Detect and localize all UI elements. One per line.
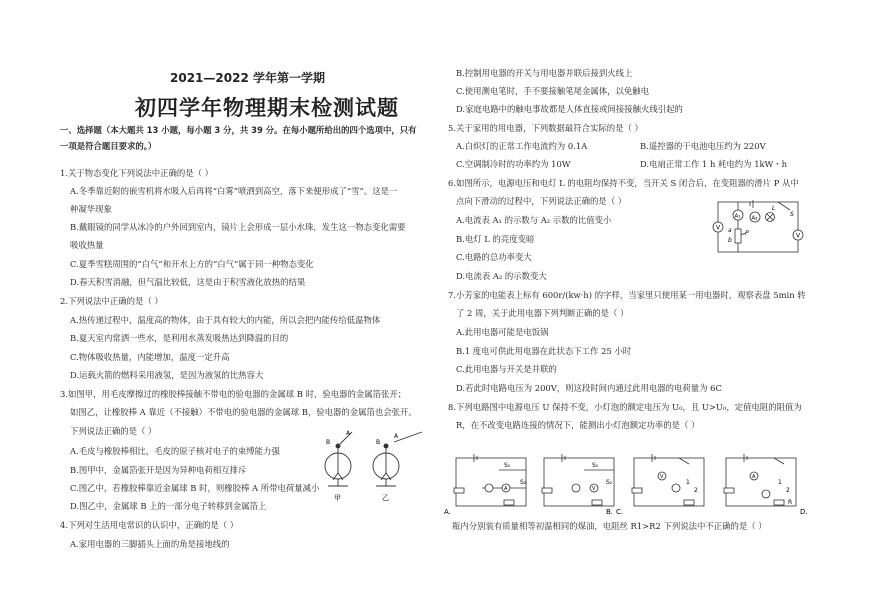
exam-title: 初四学年物理期末检测试题	[135, 96, 399, 120]
q6-circuit-figure	[708, 197, 808, 259]
q3-label-a1: A	[346, 430, 351, 437]
q5-option-c: C.空调制冷时的功率约为 10W	[456, 159, 571, 169]
q6-option-a: A.电流表 A₁ 的示数与 A₂ 示数的比值变小	[456, 215, 612, 225]
q6-ammeter-a1-label: A₁	[734, 213, 741, 220]
q8-d-num1: 1	[778, 479, 782, 486]
q8-d-meter: A	[752, 474, 756, 480]
q8-label-c: C.	[616, 508, 624, 516]
q8-a-s2: S₂	[520, 479, 527, 486]
q3-electroscope-figure	[318, 428, 428, 504]
q8-circuit-figures	[444, 448, 814, 518]
q1-option-b-cont: 吸收热量	[70, 240, 104, 250]
q8-b-s1: S₁	[592, 462, 599, 469]
q8-circuit-d	[724, 454, 796, 506]
q4-option-d: D.家庭电路中的触电事故都是人体直接或间接接触火线引起的	[456, 104, 683, 114]
q8-c-meter: V	[660, 474, 664, 480]
q6-label-b: b	[728, 237, 732, 244]
q7-option-b: B.1 度电可供此用电器在此状态下工作 25 小时	[456, 346, 632, 356]
q3-option-d: D.图乙中，金属球 B 上的一部分电子转移到金属箔上	[70, 501, 267, 511]
q3-option-b: B.图甲中，金属箔张开是因为异种电荷相互排斥	[70, 465, 247, 475]
section-heading-line2: 一项是符合题目要求的。）	[60, 141, 157, 151]
q5-option-a: A.白炽灯的正常工作电流约为 0.1A	[456, 141, 588, 151]
q3-label-a2: A	[394, 433, 399, 440]
q2-option-b: B.夏天室内常洒一些水，是利用水蒸发吸热达到降温的目的	[70, 333, 289, 343]
q8-a-meter: A	[504, 486, 508, 492]
q4-option-c: C.使用测电笔时，手不要接触笔尾金属体，以免触电	[456, 86, 650, 96]
q8-c-num1: 1	[686, 479, 690, 486]
q1-option-c: C.夏季雪糕周围的“白气”和开水上方的“白气”属于同一种物态变化	[70, 259, 314, 269]
q7-option-d: D.若此时电路电压为 200V，则这段时间内通过此用电器的电荷量为 6C	[456, 383, 722, 393]
q2-option-c: C.物体吸收热量，内能增加，温度一定升高	[70, 352, 230, 362]
q7-stem-line2: 了 2 周，关于此用电器下列判断正确的是（ ）	[456, 308, 629, 318]
q6-label-p: P	[745, 230, 749, 237]
q6-ammeter-a2	[750, 212, 760, 222]
q3-stem-line3: 下列说法正确的是（ ）	[70, 426, 157, 436]
section-heading-line1: 一、选择题（本大题共 13 小题，每小题 3 分，共 39 分。在每小题所给出的四个选项中，只有	[60, 125, 417, 135]
q8-label-a: A.	[444, 508, 451, 516]
q9-stem-fragment: 瓶内分别装有质量相等初温相同的煤油，电阻丝 R1>R2 下列说法中不正确的是（ ）	[452, 521, 767, 531]
electroscope-yi	[373, 432, 422, 486]
q3-option-a: A.毛皮与橡胶棒相比，毛皮的原子核对电子的束缚能力强	[70, 446, 280, 456]
q4-option-b: B.控制用电器的开关与用电器并联后接到火线上	[456, 68, 633, 78]
q7-stem-line1: 7.小芳家的电能表上标有 600r/(kw·h) 的字样，当家里只使用某一用电器时，观察表盘 5min 转	[448, 290, 806, 300]
q6-option-c: C.电路的总功率变大	[456, 252, 532, 262]
q8-c-num2: 2	[694, 487, 698, 494]
q1-option-a-cont: 种凝华现象	[70, 204, 112, 214]
q6-voltmeter-right	[793, 230, 803, 240]
q1-stem: 1.关于物态变化下列说法中正确的是（ ）	[60, 168, 214, 178]
q6-stem-line1: 6.如图所示，电源电压和电灯 L 的电阻均保持不变，当开关 S 闭合后，在变阻器的滑片 P 从中	[448, 178, 799, 188]
q7-option-a: A.此用电器可能是电饭锅	[456, 327, 549, 337]
q8-d-num2: 2	[786, 487, 790, 494]
q6-voltmeter-left	[713, 222, 723, 232]
q8-circuit-c	[632, 454, 704, 506]
q4-option-a: A.家用电器的三脚插头上面的角是接地线的	[70, 539, 230, 549]
q2-stem: 2.下列说法中正确的是（ ）	[60, 296, 163, 306]
q8-label-b: B.	[606, 508, 614, 516]
q3-stem-line1: 3.如图甲，用毛皮摩擦过的橡胶棒接触不带电的验电器的金属球 B 时，验电器的金属箔张开；	[60, 389, 407, 399]
q8-label-d: D.	[800, 508, 808, 516]
q3-label-yi: 乙	[382, 494, 389, 502]
q7-option-c: C.此用电器与开关是并联的	[456, 364, 557, 374]
q2-option-a: A.热传递过程中，温度高的物体，由于具有较大的内能，所以会把内能传给低温物体	[70, 315, 381, 325]
q3-label-jia: 甲	[334, 494, 341, 502]
q6-option-b: B.电灯 L 的亮度变暗	[456, 234, 535, 244]
q1-option-a: A.冬季靠近附的嵌雪机将水吸入后再将“白雾”喷洒到高空，落下来便形成了“雪”。这是一	[70, 186, 398, 196]
q6-stem-line2: 点向下滑动的过程中，下列说法正确的是（ ）	[456, 196, 627, 206]
q8-stem-line2: R，在不改变电路连接的情况下，能测出小灯泡额定功率的是（ ）	[456, 420, 700, 430]
q4-stem: 4.下列对生活用电常识的认识中，正确的是（ ）	[60, 520, 239, 530]
q5-option-d: D.电扇正常工作 1 h 耗电约为 1kW・h	[640, 159, 787, 169]
q6-ammeter-a2-label: A₂	[751, 215, 758, 222]
q6-ammeter-a1	[733, 210, 743, 220]
q5-option-b: B.遥控器的干电池电压约为 220V	[640, 141, 766, 151]
q5-stem: 5.关于家用的用电器，下列数据最符合实际的是（ ）	[448, 123, 643, 133]
q1-option-b: B.戴眼镜的同学从冰冷的户外回到室内，镜片上会形成一层小水珠，发生这一物态变化需要	[70, 222, 406, 232]
q2-option-d: D.运载火箭的燃料采用液氢，是因为液氢的比热容大	[70, 370, 264, 380]
q6-rheostat	[735, 229, 741, 243]
q3-label-b1: B	[326, 439, 331, 446]
q8-b-s2: S₂	[606, 479, 613, 486]
q6-voltmeter-left-label: V	[716, 224, 721, 232]
q6-option-d: D.电流表 A₂ 的示数变大	[456, 271, 547, 281]
q3-stem-line2: 如图乙，让橡胶棒 A 靠近（不接触）不带电的验电器的金属球 B，验电器的金属箔也会张开。	[70, 407, 417, 417]
q8-b-meter: V	[592, 486, 596, 492]
q6-label-a: a	[728, 227, 732, 234]
q8-circuit-b	[542, 454, 614, 506]
q3-label-b2: B	[376, 439, 381, 446]
q6-voltmeter-right-label: V	[796, 232, 801, 240]
q8-circuit-a	[454, 454, 526, 506]
q6-lamp	[766, 213, 775, 222]
q8-stem-line1: 8.下列电路图中电源电压 U 保持不变，小灯泡的额定电压为 U₀，且 U>U₀，定值电阻的阻值为	[448, 402, 802, 412]
q6-switch-label: S	[790, 211, 794, 218]
term-heading: 2021—2022 学年第一学期	[170, 71, 325, 85]
q8-d-r: R	[788, 499, 793, 506]
q3-option-c: C.图乙中，若橡胶棒靠近金属球 B 时，则橡胶棒 A 所带电荷量减小	[70, 483, 320, 493]
q6-lamp-label: L	[772, 205, 776, 212]
q8-a-s1: S₁	[504, 462, 511, 469]
q1-option-d: D.春天积雪消融，但气温比较低，这是由于积雪液化放热的结果	[70, 277, 306, 287]
